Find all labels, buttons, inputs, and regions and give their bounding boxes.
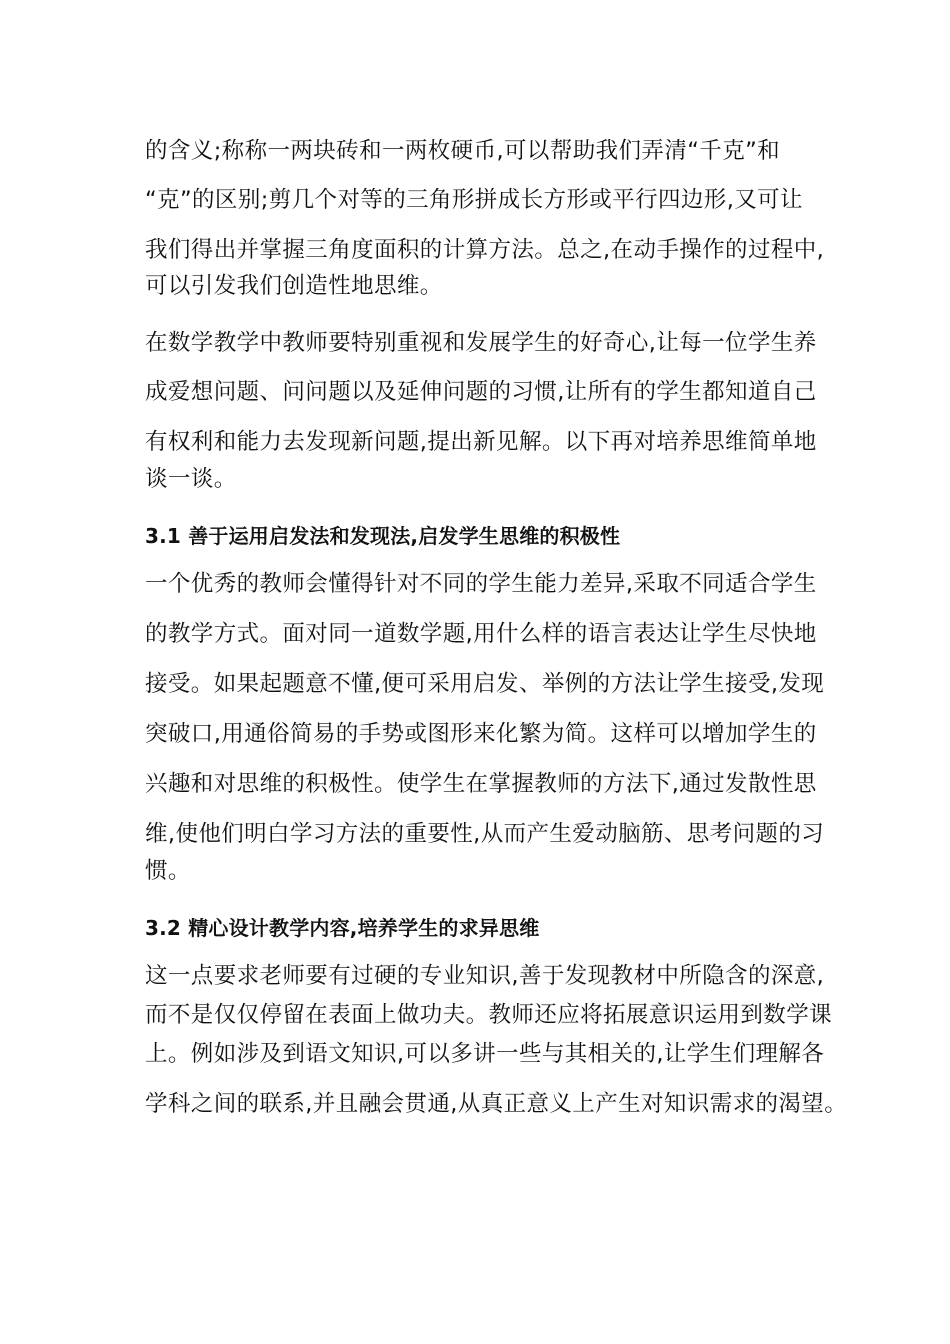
paragraph-3-line-6: 维,使他们明白学习方法的重要性,从而产生爱动脑筋、思考问题的习: [145, 821, 825, 847]
paragraph-2-line-3: 有权利和能力去发现新问题,提出新见解。以下再对培养思维简单地: [145, 429, 817, 455]
paragraph-3-line-3: 接受。如果起题意不懂,便可采用启发、举例的方法让学生接受,发现: [145, 671, 825, 697]
paragraph-1-line-3: 我们得出并掌握三角度面积的计算方法。总之,在动手操作的过程中,: [145, 237, 825, 263]
paragraph-2-line-4: 谈一谈。: [145, 466, 237, 492]
paragraph-1-line-2: “克”的区别;剪几个对等的三角形拼成长方形或平行四边形,又可让: [145, 187, 803, 213]
paragraph-3-line-7: 惯。: [145, 858, 191, 884]
section-heading-3-2: 3.2 精心设计教学内容,培养学生的求异思维: [145, 916, 540, 940]
paragraph-3-line-1: 一个优秀的教师会懂得针对不同的学生能力差异,采取不同适合学生: [145, 571, 817, 597]
paragraph-4-line-3: 上。例如涉及到语文知识,可以多讲一些与其相关的,让学生们理解各: [145, 1041, 825, 1067]
section-heading-3-1: 3.1 善于运用启发法和发现法,启发学生思维的积极性: [145, 524, 621, 548]
paragraph-4-line-1: 这一点要求老师要有过硬的专业知识,善于发现教材中所隐含的深意,: [145, 963, 825, 989]
paragraph-2-line-1: 在数学教学中教师要特别重视和发展学生的好奇心,让每一位学生养: [145, 330, 817, 356]
paragraph-3-line-4: 突破口,用通俗简易的手势或图形来化繁为简。这样可以增加学生的: [145, 721, 817, 747]
paragraph-4-line-2: 而不是仅仅停留在表面上做功夫。教师还应将拓展意识运用到数学课: [145, 1002, 833, 1028]
paragraph-3-line-5: 兴趣和对思维的积极性。使学生在掌握教师的方法下,通过发散性思: [145, 771, 817, 797]
paragraph-2-line-2: 成爱想问题、问问题以及延伸问题的习惯,让所有的学生都知道自己: [145, 379, 817, 405]
paragraph-1-line-1: 的含义;称称一两块砖和一两枚硬币,可以帮助我们弄清“千克”和: [145, 138, 781, 164]
paragraph-3-line-2: 的教学方式。面对同一道数学题,用什么样的语言表达让学生尽快地: [145, 621, 817, 647]
paragraph-1-line-4: 可以引发我们创造性地思维。: [145, 273, 443, 299]
paragraph-4-line-4: 学科之间的联系,并且融会贯通,从真正意义上产生对知识需求的渴望。: [145, 1091, 848, 1117]
